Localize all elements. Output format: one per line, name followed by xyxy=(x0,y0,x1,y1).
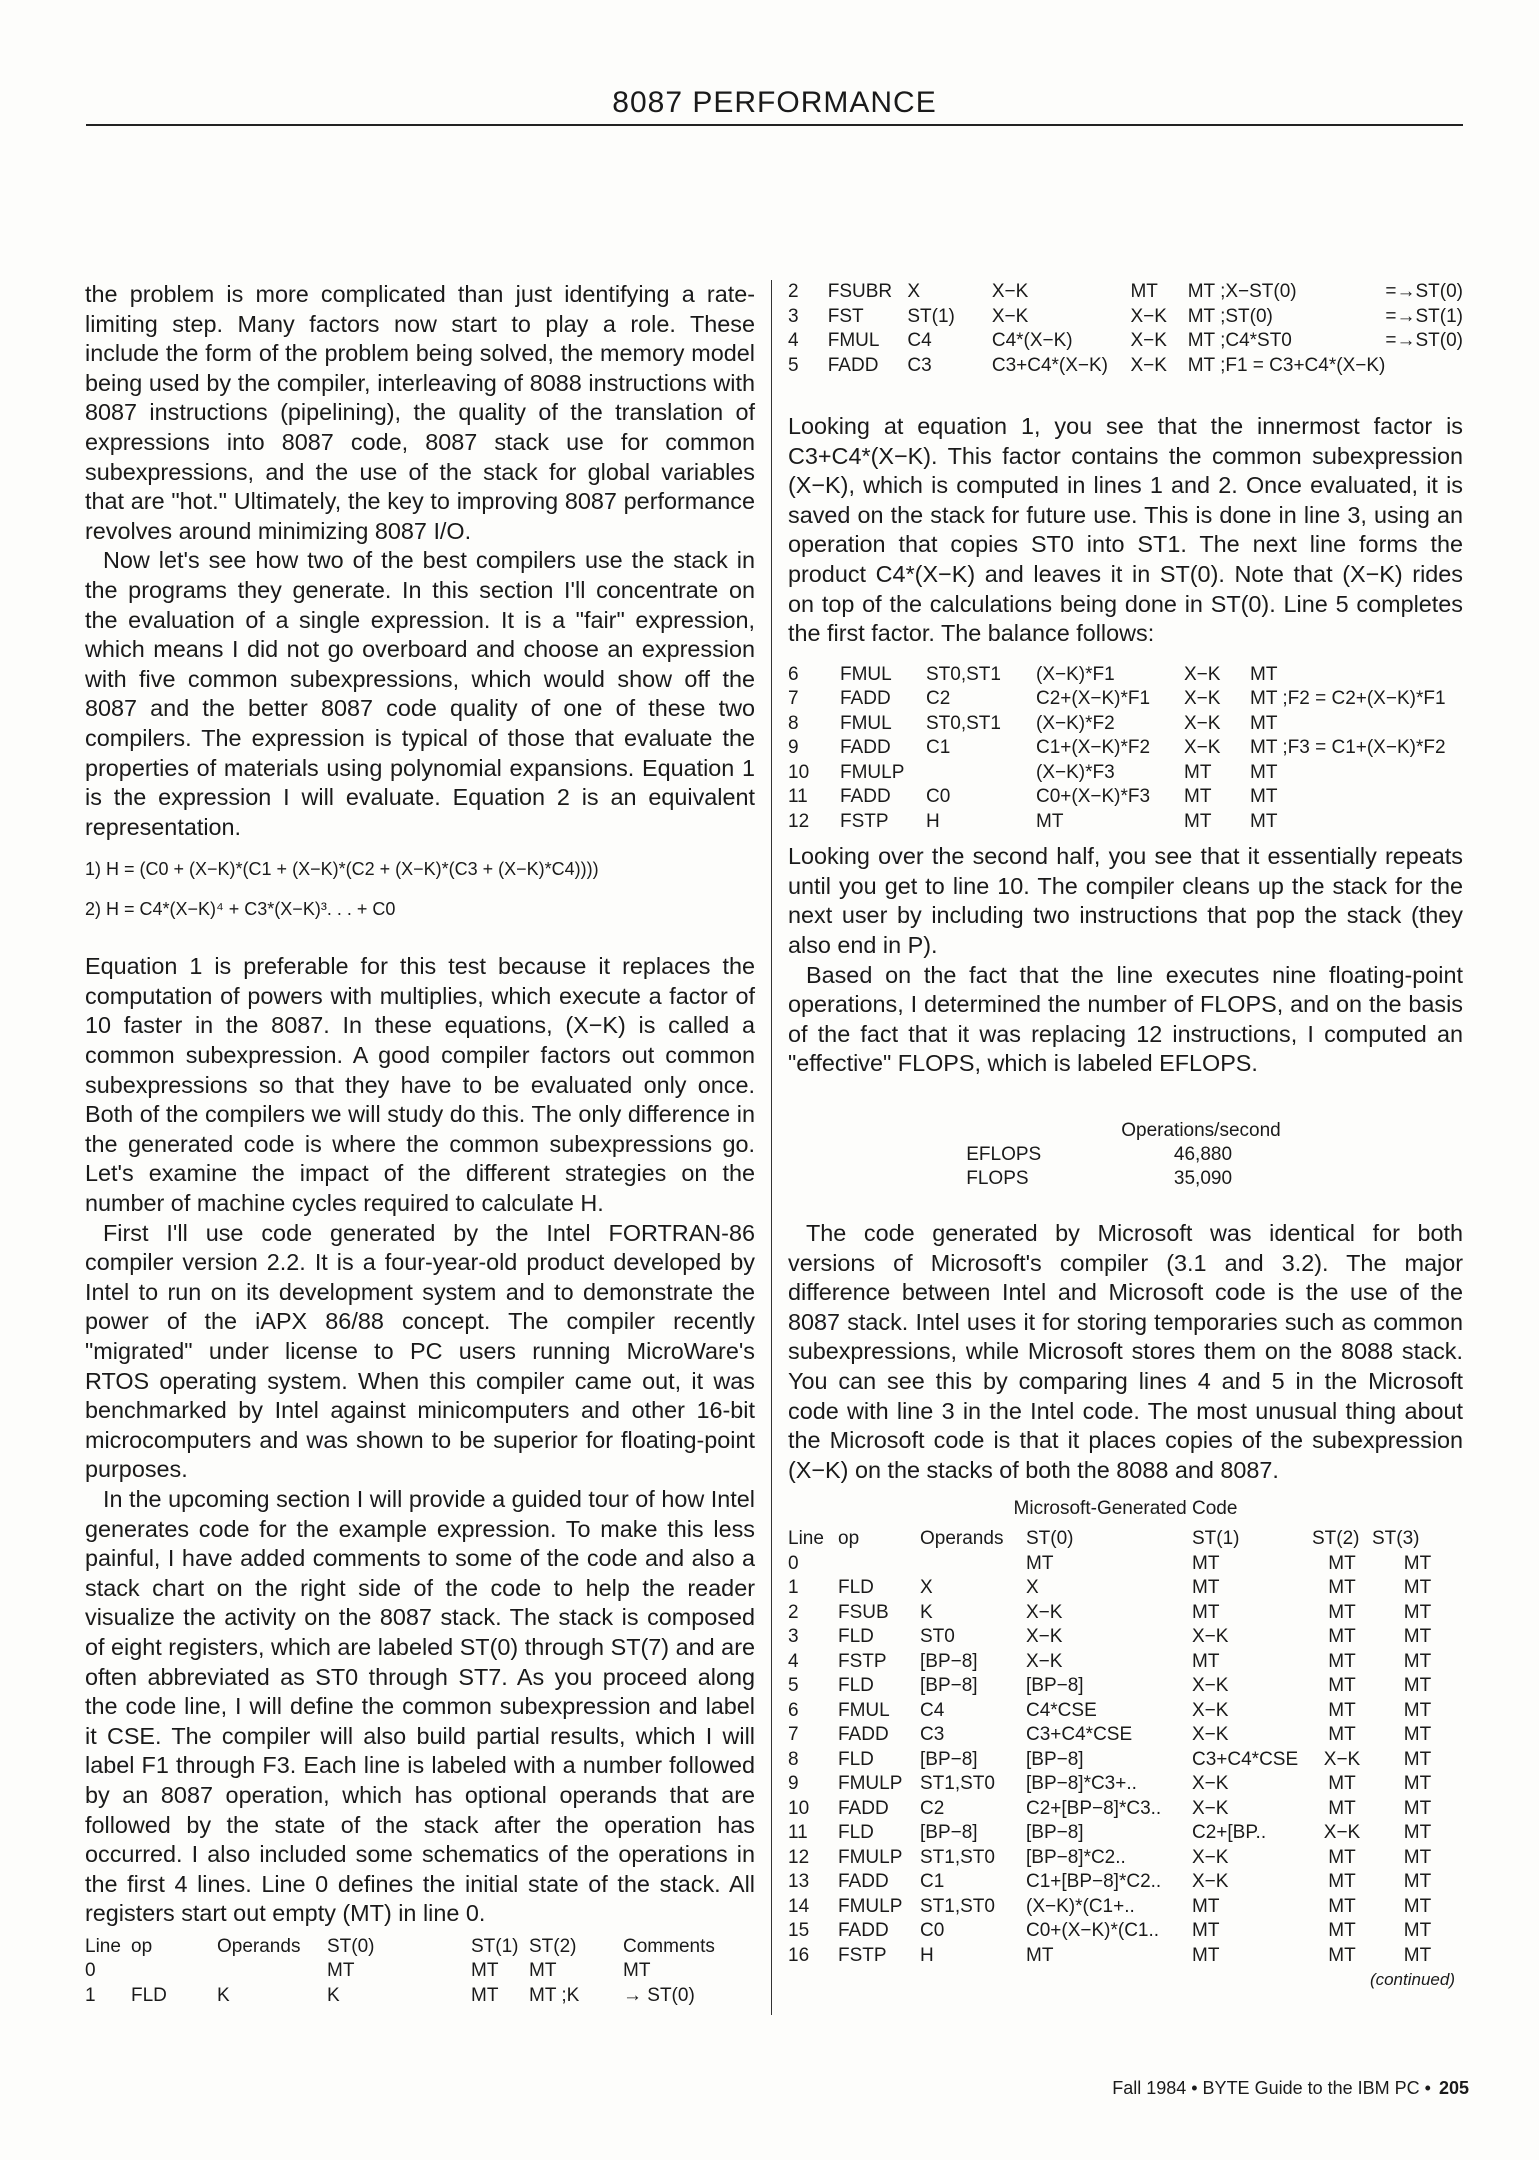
table-cell: [BP−8] xyxy=(1026,1822,1084,1844)
table-cell: 8 xyxy=(788,712,799,734)
table-row xyxy=(788,329,1463,354)
table-cell: H xyxy=(926,810,940,832)
table-cell: 6 xyxy=(788,1699,799,1721)
table-cell: (X−K)*F3 xyxy=(1036,761,1115,783)
table-cell: X−K xyxy=(1130,330,1167,351)
metric-value: 46,880 xyxy=(1173,1144,1233,1165)
table-cell: MT ;X−ST(0) xyxy=(1187,281,1297,302)
intel-code-table-continued xyxy=(788,280,1463,378)
table-cell: C3+C4*CSE xyxy=(1192,1748,1299,1770)
table-cell: 8 xyxy=(788,1748,799,1770)
microsoft-code-table xyxy=(788,1527,1463,1968)
table-cell: 9 xyxy=(788,1773,799,1795)
column-header: op xyxy=(838,1528,860,1550)
table-cell: MT xyxy=(1328,1699,1356,1721)
table-cell: MT ;F1 = C3+C4*(X−K) xyxy=(1187,354,1386,376)
table-row xyxy=(788,761,1463,786)
table-cell: MT xyxy=(1036,810,1064,832)
column-header: Line xyxy=(788,1528,824,1550)
table-cell: MT xyxy=(1403,1650,1432,1672)
table-cell: MT ;C4*ST0 xyxy=(1187,330,1292,351)
table-row xyxy=(788,810,1463,835)
table-cell: FADD xyxy=(827,354,879,376)
table-cell: FSUBR xyxy=(827,281,893,302)
table-cell: [BP−8] xyxy=(1026,1748,1084,1770)
table-cell: MT xyxy=(471,1960,499,1982)
table-cell: ST0,ST1 xyxy=(926,663,1001,685)
table-row xyxy=(788,1748,1463,1773)
table-cell: 2 xyxy=(788,1601,799,1623)
table-cell: ST0,ST1 xyxy=(926,712,1001,734)
table-cell: MT ;F3 = C1+(X−K)*F2 xyxy=(1250,737,1446,759)
page-header: 8087 PERFORMANCE xyxy=(86,86,1463,126)
table-row xyxy=(788,1919,1463,1944)
table-cell: MT xyxy=(1250,786,1278,808)
table-cell: MT xyxy=(1328,1871,1356,1893)
table-cell: X−K xyxy=(1192,1699,1229,1721)
table-cell: MT xyxy=(1403,1944,1432,1966)
metric-value: 35,090 xyxy=(1173,1168,1233,1189)
table-cell: → ST(0) xyxy=(623,1984,695,2006)
table-cell: X−K xyxy=(1184,737,1221,759)
table-cell xyxy=(920,1552,1026,1577)
table-cell: ST0 xyxy=(920,1626,955,1648)
table-cell: X−K xyxy=(991,305,1029,327)
table-cell: MT xyxy=(1403,1920,1432,1942)
table-cell: FMUL xyxy=(827,330,880,351)
table-cell: FSUB xyxy=(838,1601,889,1623)
table-cell: FMUL xyxy=(838,1699,890,1721)
page-number: 205 xyxy=(1438,2078,1469,2098)
table-cell: FLD xyxy=(838,1748,874,1770)
table-cell: X−K xyxy=(1192,1724,1229,1746)
table-cell: 4 xyxy=(788,1650,799,1672)
table-row xyxy=(788,280,1463,305)
table-cell: MT xyxy=(1250,712,1278,734)
table-cell: (X−K)*F1 xyxy=(1036,663,1115,685)
table-cell: C0 xyxy=(920,1920,945,1942)
table-cell: MT xyxy=(1328,1846,1356,1868)
table-cell: 1 xyxy=(788,1577,799,1599)
table-cell: [BP−8] xyxy=(920,1748,978,1770)
table-cell: X−K xyxy=(1184,688,1221,710)
column-header: Line xyxy=(85,1935,121,1957)
table-cell: MT xyxy=(1403,1895,1432,1917)
table-cell: X−K xyxy=(1192,1675,1229,1697)
table-cell: MT xyxy=(327,1960,355,1982)
table-cell: MT xyxy=(1328,1724,1356,1746)
table-cell xyxy=(838,1552,920,1577)
metric-label: FLOPS xyxy=(966,1168,1029,1189)
table-cell: C0+(X−K)*(C1.. xyxy=(1026,1920,1160,1942)
column-header: Operands xyxy=(920,1528,1004,1550)
table-cell: ST1,ST0 xyxy=(920,1846,995,1868)
table-cell xyxy=(217,1959,327,1984)
table-cell: FLD xyxy=(131,1984,167,2006)
table-cell: X xyxy=(920,1577,933,1599)
table-cell: 0 xyxy=(85,1960,96,1982)
table-cell: 12 xyxy=(788,1846,810,1868)
table-cell: MT xyxy=(1130,281,1158,302)
table-cell: [BP−8] xyxy=(1026,1675,1084,1697)
table-cell: X−K xyxy=(1130,354,1167,376)
column-divider xyxy=(771,280,772,2015)
table-cell: X−K xyxy=(991,281,1029,302)
paragraph: The code generated by Microsoft was identical for both versions of Microsoft's compiler (3.1 and 3.2). The major difference between Intel and Microsoft code is the use of the 8087 stack. Intel uses it for storing temporaries such as common subexpressions, while Microsoft stores them on the 8088 stack. You can see this by comparing lines 4 and 5 in the Microsoft code with line 3 in the Intel code. The most unusual thing about the Microsoft code is that it places copies of the subexpression (X−K) on the stacks of both the 8088 and 8087. xyxy=(788,1220,1463,1483)
table-cell: =→ST(1) xyxy=(1385,305,1463,327)
table-cell: 10 xyxy=(788,1797,810,1819)
paragraph: First I'll use code generated by the Intel FORTRAN-86 compiler version 2.2. It is a four-year-old product developed by Intel to run on its development system and to demonstrate the power of the iAPX 86/88 concept. The compiler recently "migrated" under license to PC users running MicroWare's RTOS operating system. When this compiler came out, it was benchmarked by Intel against minicomputers and other 16-bit microcomputers and was shown to be superior for floating-point purposes. xyxy=(85,1219,755,1483)
right-column xyxy=(788,280,1463,1990)
table-cell: [BP−8]*C2.. xyxy=(1026,1846,1126,1868)
table-cell: MT ;K xyxy=(529,1984,580,2006)
table-cell: K xyxy=(920,1601,933,1623)
table-cell: C4 xyxy=(920,1699,945,1721)
table-row xyxy=(966,1143,1284,1167)
paragraph: In the upcoming section I will provide a guided tour of how Intel generates code for the example expression. To make this less painful, I have added comments to some of the code and also a stack chart on the right side of the code to help the reader visualize the activity on the 8087 stack. The stack is composed of eight registers, which are labeled ST(0) through ST(7) and are often abbreviated as ST0 through ST7. As you proceed along the code line, I will define the common subexpression and label it CSE. The compiler will also build partial results, which I will label F1 through F3. Each line is labeled with a number followed by an 8087 operation, which has optional operands that are followed by the state of the stack after the operation has occurred. I also included some schematics of the operations in the first 4 lines. Line 0 defines the initial state of the stack. All registers start out empty (MT) in line 0. xyxy=(85,1485,755,1927)
table-cell: FLD xyxy=(838,1675,874,1697)
table-cell: MT xyxy=(1192,1650,1220,1672)
column-header: ST(3) xyxy=(1372,1528,1420,1550)
page-footer xyxy=(1112,2078,1469,2099)
table-cell: MT xyxy=(1403,1675,1432,1697)
equation-1: 1) H = (C0 + (X−K)*(C1 + (X−K)*(C2 + (X−K)*(C3 + (X−K)*C4)))) xyxy=(85,859,599,880)
intel-code-table-start xyxy=(85,1935,755,2009)
table-cell: C2+(X−K)*F1 xyxy=(1036,688,1151,710)
table-cell: X−K xyxy=(1184,663,1221,685)
table-cell: C0+(X−K)*F3 xyxy=(1036,786,1151,808)
table-row xyxy=(788,1601,1463,1626)
column-header: Operands xyxy=(217,1935,301,1957)
table-header-row xyxy=(85,1935,755,1960)
table-cell: FMUL xyxy=(840,663,892,685)
table-cell: FMULP xyxy=(840,761,905,783)
table-cell: FMUL xyxy=(840,712,892,734)
table-cell: MT xyxy=(1184,810,1212,832)
table-cell: FLD xyxy=(838,1577,874,1599)
table-cell xyxy=(1385,354,1463,379)
table-cell: C3 xyxy=(920,1724,945,1746)
table-cell: 2 xyxy=(788,281,799,302)
table-cell: 7 xyxy=(788,1724,799,1746)
table-cell: MT ;ST(0) xyxy=(1187,305,1273,327)
footer-text: Fall 1984 • BYTE Guide to the IBM PC • xyxy=(1112,2078,1431,2098)
table-cell: MT xyxy=(1328,1797,1356,1819)
table-cell: [BP−8] xyxy=(920,1675,978,1697)
table-cell: MT xyxy=(1403,1797,1432,1819)
table-cell: FADD xyxy=(838,1920,889,1942)
paragraph: Based on the fact that the line executes nine floating-point operations, I determined the number of FLOPS, and on the basis of the fact that it was replacing 12 instructions, I computed an "effective" FLOPS, which is labeled EFLOPS. xyxy=(788,961,1463,1077)
table-cell: X−K xyxy=(1192,1626,1229,1648)
table-cell: C2+[BP.. xyxy=(1192,1822,1267,1844)
table-cell: MT xyxy=(471,1984,499,2006)
table-row xyxy=(966,1167,1284,1191)
table-cell: FST xyxy=(827,305,864,327)
table-cell: MT xyxy=(1184,786,1212,808)
table-cell: C3+C4*CSE xyxy=(1026,1724,1133,1746)
paragraph: Now let's see how two of the best compilers use the stack in the programs they generate. In this section I'll concentrate on the evaluation of a single expression. It is a "fair" expression, which means I did not go overboard and choose an expression with five common subexpressions, which would show off the 8087 and the better 8087 code quality of one of these two compilers. The expression is typical of those that evaluate the properties of materials using polynomial expansions. Equation 1 is the expression I will evaluate. Equation 2 is an equivalent representation. xyxy=(85,547,755,840)
table-cell: C4*(X−K) xyxy=(991,330,1073,351)
table-cell: MT xyxy=(1192,1895,1220,1917)
table-cell: C4*CSE xyxy=(1026,1699,1097,1721)
table-row xyxy=(85,1984,755,2009)
table-cell: C3 xyxy=(907,354,932,376)
table-row xyxy=(788,687,1463,712)
table-cell: MT xyxy=(1403,1822,1432,1844)
table-cell: FMULP xyxy=(838,1895,903,1917)
table-cell: MT xyxy=(1403,1552,1432,1574)
column-header: ST(1) xyxy=(1192,1528,1240,1550)
table-cell: X−K xyxy=(1130,305,1167,327)
column-header: ST(0) xyxy=(1026,1528,1074,1550)
table-cell: MT xyxy=(1250,663,1278,685)
table-cell: MT xyxy=(623,1960,651,1982)
left-column xyxy=(85,280,755,2008)
table-cell: FADD xyxy=(838,1871,889,1893)
table-row xyxy=(788,785,1463,810)
table-cell: C2 xyxy=(926,688,951,710)
table-cell: X−K xyxy=(1192,1871,1229,1893)
table-row xyxy=(788,1723,1463,1748)
table-cell: MT xyxy=(1328,1552,1356,1574)
table-cell: 11 xyxy=(788,1822,808,1844)
table-cell: C3+C4*(X−K) xyxy=(991,354,1109,376)
table-cell: H xyxy=(920,1944,934,1966)
table-cell: C1 xyxy=(920,1871,945,1893)
table-cell: MT xyxy=(1192,1944,1220,1966)
table-cell: 15 xyxy=(788,1920,810,1942)
table-row xyxy=(788,1797,1463,1822)
table-cell: MT xyxy=(1328,1675,1356,1697)
table-cell xyxy=(131,1959,217,1984)
table-cell: MT ;F2 = C2+(X−K)*F1 xyxy=(1250,688,1446,710)
table-cell: MT xyxy=(1192,1577,1220,1599)
table-cell: X xyxy=(907,281,921,302)
table-header-row xyxy=(788,1527,1463,1552)
table-row xyxy=(788,1821,1463,1846)
table-cell: ST1,ST0 xyxy=(920,1773,995,1795)
table-cell: MT xyxy=(529,1960,557,1982)
table-cell: C1 xyxy=(926,737,951,759)
column-header: ST(0) xyxy=(327,1935,375,1957)
equation-2: 2) H = C4*(X−K)⁴ + C3*(X−K)³. . . + C0 xyxy=(85,899,396,920)
table-cell: FLD xyxy=(838,1822,874,1844)
table-cell: [BP−8] xyxy=(920,1822,978,1844)
table-row xyxy=(788,1625,1463,1650)
table-cell: MT xyxy=(1250,761,1278,783)
table-cell: FSTP xyxy=(838,1944,887,1966)
table-cell: [BP−8]*C3+.. xyxy=(1026,1773,1137,1795)
column-header: ST(1) xyxy=(471,1935,519,1957)
table-cell: 13 xyxy=(788,1871,810,1893)
table-cell: FADD xyxy=(840,688,891,710)
table-cell: FADD xyxy=(838,1724,889,1746)
table-cell: 5 xyxy=(788,1675,799,1697)
table-cell: 9 xyxy=(788,737,799,759)
table-cell: X−K xyxy=(1026,1626,1063,1648)
table-row xyxy=(788,1699,1463,1724)
column-header: ST(2) xyxy=(529,1935,577,1957)
continued-note: (continued) xyxy=(1369,1970,1455,1990)
table-cell: X−K xyxy=(1192,1797,1229,1819)
table-cell xyxy=(926,761,1036,786)
table-cell: MT xyxy=(1328,1601,1356,1623)
paragraph: the problem is more complicated than just identifying a rate-limiting step. Many factors now start to play a role. These include the form of the problem being solved, the memory model being used by the compiler, interleaving of 8088 instructions with 8087 instructions (pipelining), the quality of the translation of expressions into 8087 code, 8087 stack use for common subexpressions, and the use of the stack for global variables that are "hot." Ultimately, the key to improving 8087 performance revolves around minimizing 8087 I/O. xyxy=(85,281,755,544)
table-row xyxy=(788,1650,1463,1675)
table-cell: =→ST(0) xyxy=(1385,281,1463,302)
table-row xyxy=(788,712,1463,737)
table-row xyxy=(788,736,1463,761)
table-cell: MT xyxy=(1403,1699,1432,1721)
table-cell: MT xyxy=(1192,1552,1220,1574)
table-cell: MT xyxy=(1403,1748,1432,1770)
table-row xyxy=(788,1944,1463,1969)
table-cell: MT xyxy=(1403,1871,1432,1893)
table-cell: C1+(X−K)*F2 xyxy=(1036,737,1151,759)
column-header: ST(2) xyxy=(1312,1528,1360,1550)
table-cell: 10 xyxy=(788,761,810,783)
table-cell: ST(1) xyxy=(907,305,955,327)
table-cell: X−K xyxy=(1026,1601,1063,1623)
table-cell: C2 xyxy=(920,1797,945,1819)
table-cell: C2+[BP−8]*C3.. xyxy=(1026,1797,1162,1819)
table-cell: 6 xyxy=(788,663,799,685)
table-row xyxy=(788,1772,1463,1797)
table-row xyxy=(788,354,1463,379)
table-cell: K xyxy=(217,1984,230,2006)
table-cell: MT xyxy=(1403,1601,1432,1623)
table-cell: 3 xyxy=(788,305,799,327)
metric-label: EFLOPS xyxy=(966,1144,1042,1165)
table-cell: MT xyxy=(1403,1577,1432,1599)
table-cell: X−K xyxy=(1184,712,1221,734)
table-cell: X−K xyxy=(1026,1650,1063,1672)
table-cell: 16 xyxy=(788,1944,810,1966)
table-row xyxy=(788,1552,1463,1577)
table-cell: MT xyxy=(1328,1920,1356,1942)
table-cell: MT xyxy=(1328,1773,1356,1795)
table-cell: X xyxy=(1026,1577,1039,1599)
table-cell: FADD xyxy=(840,786,891,808)
table-cell: =→ST(0) xyxy=(1385,330,1463,351)
table-cell: 1 xyxy=(85,1984,96,2006)
table-cell: FSTP xyxy=(838,1650,887,1672)
table-cell: MT xyxy=(1026,1552,1054,1574)
table-cell: FSTP xyxy=(840,810,889,832)
column-header: Comments xyxy=(623,1935,715,1957)
table-cell: X−K xyxy=(1192,1773,1229,1795)
paragraph: Equation 1 is preferable for this test because it replaces the computation of powers with multiplies, which execute a factor of 10 faster in the 8087. In these equations, (X−K) is called a common subexpression. A good compiler factors out common subexpressions so that they have to be evaluated only once. Both of the compilers we will study do this. The only difference in the generated code is where the common subexpressions go. Let's examine the impact of the different strategies on the number of machine cycles required to calculate H. xyxy=(85,953,755,1217)
table-cell: X−K xyxy=(1192,1846,1229,1868)
table-row xyxy=(788,1576,1463,1601)
table-cell: (X−K)*F2 xyxy=(1036,712,1115,734)
table-cell: MT xyxy=(1250,810,1278,832)
table-cell: 11 xyxy=(788,786,808,808)
table-cell: X−K xyxy=(1323,1748,1361,1770)
table-cell: 0 xyxy=(788,1552,799,1574)
column-header: op xyxy=(131,1935,153,1957)
table-cell: C4 xyxy=(907,330,932,351)
table-cell: (X−K)*(C1+.. xyxy=(1026,1895,1135,1917)
table-cell: FADD xyxy=(838,1797,889,1819)
table-cell: MT xyxy=(1192,1601,1220,1623)
table-cell: FMULP xyxy=(838,1773,903,1795)
table-cell: MT xyxy=(1328,1650,1356,1672)
table-cell: 5 xyxy=(788,354,799,376)
performance-table xyxy=(966,1119,1284,1191)
table-cell: MT xyxy=(1328,1895,1356,1917)
table-cell: 7 xyxy=(788,688,799,710)
table-cell: 12 xyxy=(788,810,810,832)
table-cell: MT xyxy=(1403,1724,1432,1746)
table-row xyxy=(788,1846,1463,1871)
table-caption: Microsoft-Generated Code xyxy=(1013,1498,1238,1520)
table-cell: MT xyxy=(1026,1944,1054,1966)
table-cell: MT xyxy=(1403,1626,1432,1648)
table-cell: C0 xyxy=(926,786,951,808)
table-cell: 4 xyxy=(788,330,799,351)
table-row xyxy=(788,1870,1463,1895)
table-cell: X−K xyxy=(1323,1822,1361,1844)
table-cell: FMULP xyxy=(838,1846,903,1868)
table-row xyxy=(85,1959,755,1984)
table-row xyxy=(788,663,1463,688)
table-row xyxy=(788,1674,1463,1699)
table-cell: ST1,ST0 xyxy=(920,1895,995,1917)
table-cell: 3 xyxy=(788,1626,799,1648)
performance-header: Operations/second xyxy=(1121,1120,1281,1141)
paragraph: Looking over the second half, you see that it essentially repeats until you get to line 10. The compiler cleans up the stack for the next user by including two instructions that pop the stack (they also end in P). xyxy=(788,843,1463,959)
intel-code-table-balance xyxy=(788,663,1463,835)
table-cell: MT xyxy=(1403,1773,1432,1795)
table-cell: FLD xyxy=(838,1626,874,1648)
table-cell: [BP−8] xyxy=(920,1650,978,1672)
table-cell: MT xyxy=(1403,1846,1432,1868)
table-cell: MT xyxy=(1184,761,1212,783)
table-row xyxy=(788,305,1463,330)
table-cell: 14 xyxy=(788,1895,810,1917)
table-row xyxy=(788,1895,1463,1920)
table-cell: FADD xyxy=(840,737,891,759)
table-cell: MT xyxy=(1328,1626,1356,1648)
paragraph: Looking at equation 1, you see that the innermost factor is C3+C4*(X−K). This factor contains the common subexpression (X−K), which is computed in lines 1 and 2. Once evaluated, it is saved on the stack for future use. This is done in line 3, using an operation that copies ST0 into ST1. The next line forms the product C4*(X−K) and leaves it in ST(0). Note that (X−K) rides on top of the calculations being done in ST(0). Line 5 completes the first factor. The balance follows: xyxy=(788,413,1463,647)
table-cell: MT xyxy=(1328,1577,1356,1599)
table-cell: C1+[BP−8]*C2.. xyxy=(1026,1871,1162,1893)
table-cell: K xyxy=(327,1984,340,2006)
table-cell: MT xyxy=(1328,1944,1356,1966)
table-cell: MT xyxy=(1192,1920,1220,1942)
